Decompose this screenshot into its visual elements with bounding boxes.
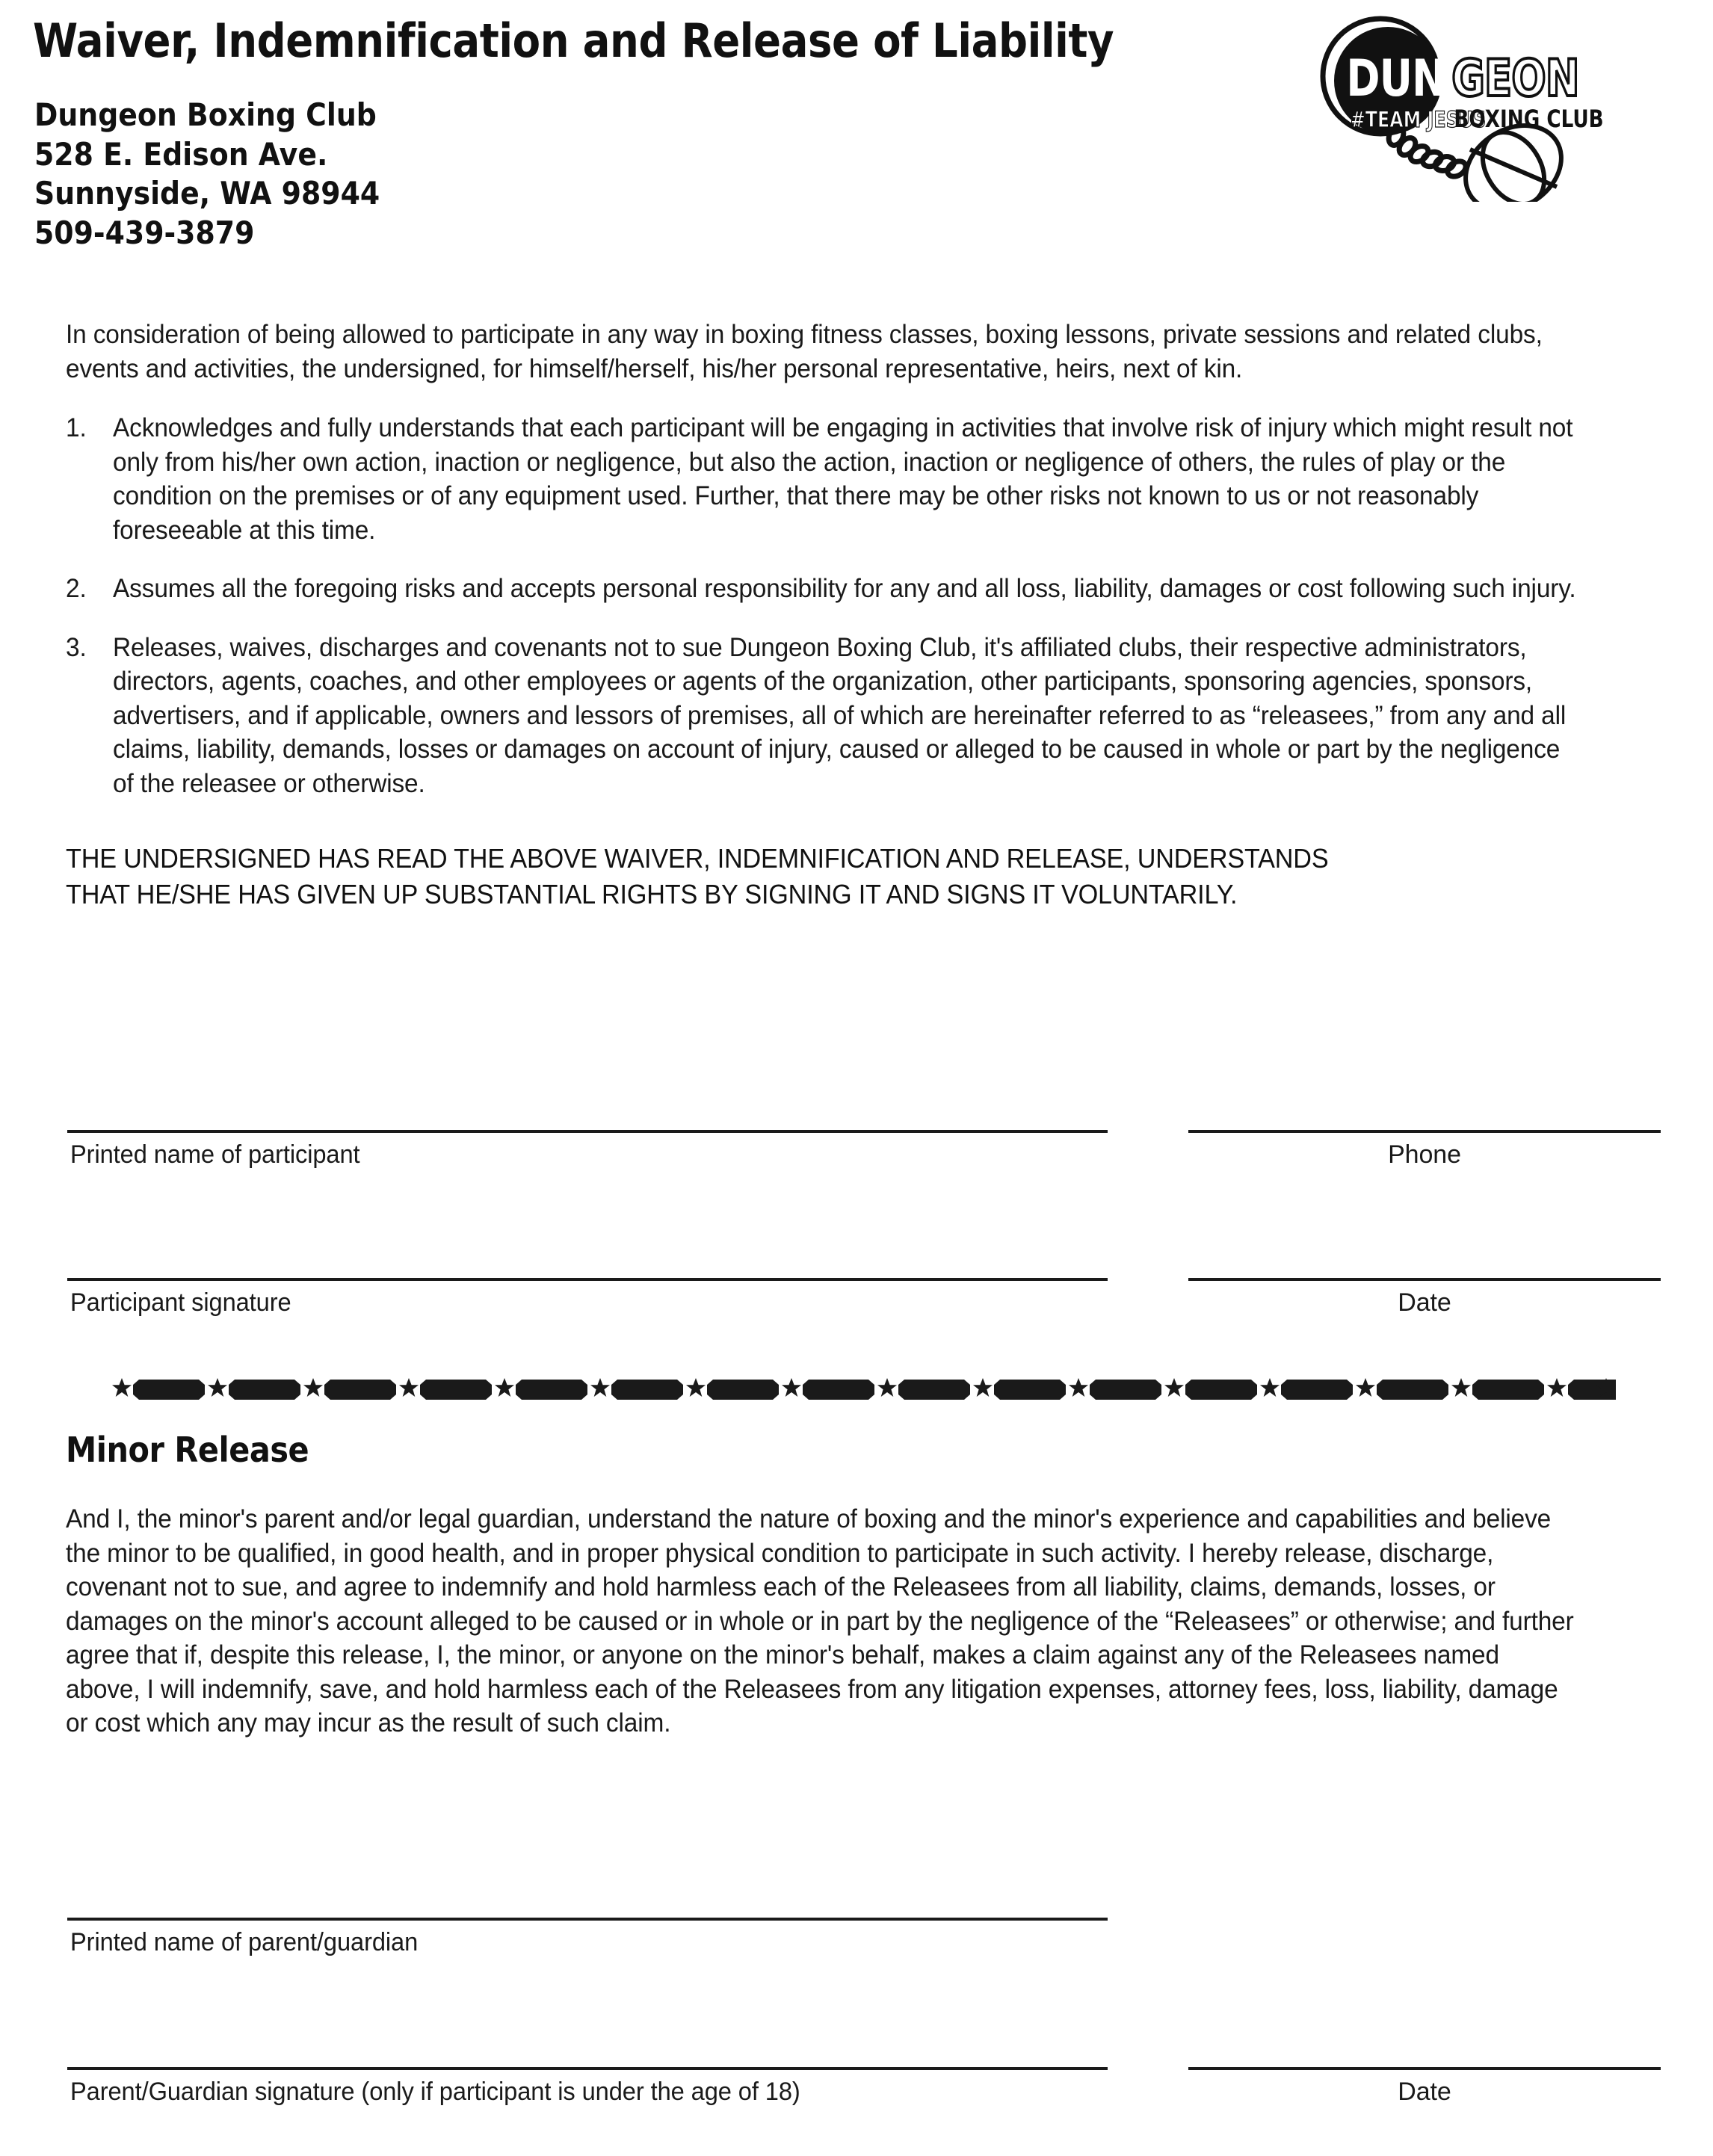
clause-item xyxy=(66,572,1581,606)
date-input-line[interactable] xyxy=(1188,1278,1661,1281)
ball-and-chain-logo xyxy=(1282,7,1633,202)
clause-number: 1. xyxy=(66,413,87,442)
clause-text: Acknowledges and fully understands that each participant will be engaging in activities that involve risk of injury which might result not only from his/her own action, inaction or negligence, but also the action, inaction or negligence of others, the rules of play or the condition on the premises or of any equipment used. Further, that there may be other risks not known to us or not reasonably foreseeable at this time. xyxy=(113,413,1573,545)
emphasis-statement xyxy=(66,841,1572,912)
guardian-name-label: Printed name of parent/guardian xyxy=(70,1928,419,1956)
guardian-signature-row xyxy=(0,2067,1713,2156)
org-name: Dungeon Boxing Club xyxy=(34,96,377,133)
minor-release-body-wrap xyxy=(66,1502,1652,1740)
svg-text:DUN: DUN xyxy=(1346,49,1445,108)
participant-signature-row xyxy=(0,1278,1713,1368)
emphasis-line-1: THE UNDERSIGNED HAS READ THE ABOVE WAIVER, INDEMNIFICATION AND RELEASE, UNDERSTANDS xyxy=(66,843,1329,874)
guardian-date-input-line[interactable] xyxy=(1188,2067,1661,2070)
clause-number: 3. xyxy=(66,632,87,662)
intro-paragraph: In consideration of being allowed to participate in any way in boxing fitness classes, boxing lessons, private sessions and related clubs, events and activities, the undersigned, for himself/herself, his/her personal representative, heirs, next of kin. xyxy=(66,320,1543,383)
page-title: Waiver, Indemnification and Release of Liability xyxy=(33,13,1114,68)
clause-number: 2. xyxy=(66,574,87,603)
org-street: 528 E. Edison Ave. xyxy=(34,135,328,173)
minor-release-paragraph: And I, the minor's parent and/or legal guardian, understand the nature of boxing and the minor's experience and capabilities and believe the minor to be qualified, in good health, and in proper physical condition to participate in such activity. I hereby release, discharge, covenant not to sue, and agree to indemnify and hold harmless each of the Releasees from all liability, claims, demands, losses, or damages on the minor's account alleged to be caused or in whole or in part by the negligence of the “Releasees” or otherwise; and further agree that if, despite this release, I, the minor, or anyone on the minor's behalf, makes a claim against any of the Releasees named above, I will indemnify, save, and hold harmless each of the Releasees from any litigation expenses, attorney fees, loss, liability, damage or cost which any may incur as the result of such claim. xyxy=(66,1504,1574,1738)
participant-signature-input-line[interactable] xyxy=(67,1278,1108,1281)
date-label: Date xyxy=(1398,1288,1451,1317)
clause-item xyxy=(66,631,1581,801)
participant-name-row xyxy=(0,1130,1713,1220)
clause-text: Releases, waives, discharges and covenants not to sue Dungeon Boxing Club, it's affiliated clubs, their respective administrators, directors, agents, coaches, and other employees or agents of the organization, other participants, sponsoring agencies, sponsors, advertisers, and if applicable, owners and lessors of premises, all of which are hereinafter referred to as “releasees,” from any and all claims, liability, demands, losses or damages on account of injury, caused or alleged to be caused in whole or part by the negligence of the releasee or otherwise. xyxy=(113,632,1567,798)
org-city-state-zip: Sunnyside, WA 98944 xyxy=(34,175,380,211)
guardian-name-input-line[interactable] xyxy=(67,1918,1108,1921)
phone-label: Phone xyxy=(1388,1140,1461,1169)
organization-block xyxy=(34,96,380,253)
guardian-date-label: Date xyxy=(1398,2078,1451,2106)
emphasis-line-2: THAT HE/SHE HAS GIVEN UP SUBSTANTIAL RIGHTS BY SIGNING IT AND SIGNS IT VOLUNTARILY. xyxy=(66,878,1238,909)
guardian-name-row xyxy=(0,1918,1713,2007)
svg-text:#TEAM JESUS: #TEAM JESUS xyxy=(1350,107,1487,133)
guardian-signature-label: Parent/Guardian signature (only if participant is under the age of 18) xyxy=(70,2078,800,2106)
svg-text:GEON: GEON xyxy=(1451,49,1579,108)
org-phone: 509-439-3879 xyxy=(34,214,255,251)
participant-name-input-line[interactable] xyxy=(67,1130,1108,1133)
waiver-body xyxy=(66,318,1652,912)
guardian-signature-block xyxy=(0,1918,1713,2156)
participant-name-label: Printed name of participant xyxy=(70,1140,360,1169)
participant-signature-block xyxy=(0,1130,1713,1368)
participant-signature-label: Participant signature xyxy=(70,1288,291,1317)
phone-input-line[interactable] xyxy=(1188,1130,1661,1133)
clause-item xyxy=(66,411,1581,547)
decorative-divider xyxy=(112,1375,1616,1402)
clause-list xyxy=(66,411,1581,800)
document-header xyxy=(0,0,1713,299)
svg-text:BOXING CLUB: BOXING CLUB xyxy=(1454,105,1604,133)
title-block xyxy=(33,13,1244,68)
clause-text: Assumes all the foregoing risks and accepts personal responsibility for any and all loss, liability, damages or cost following such injury. xyxy=(113,574,1576,603)
minor-release-heading: Minor Release xyxy=(66,1430,309,1470)
guardian-signature-input-line[interactable] xyxy=(67,2067,1108,2070)
